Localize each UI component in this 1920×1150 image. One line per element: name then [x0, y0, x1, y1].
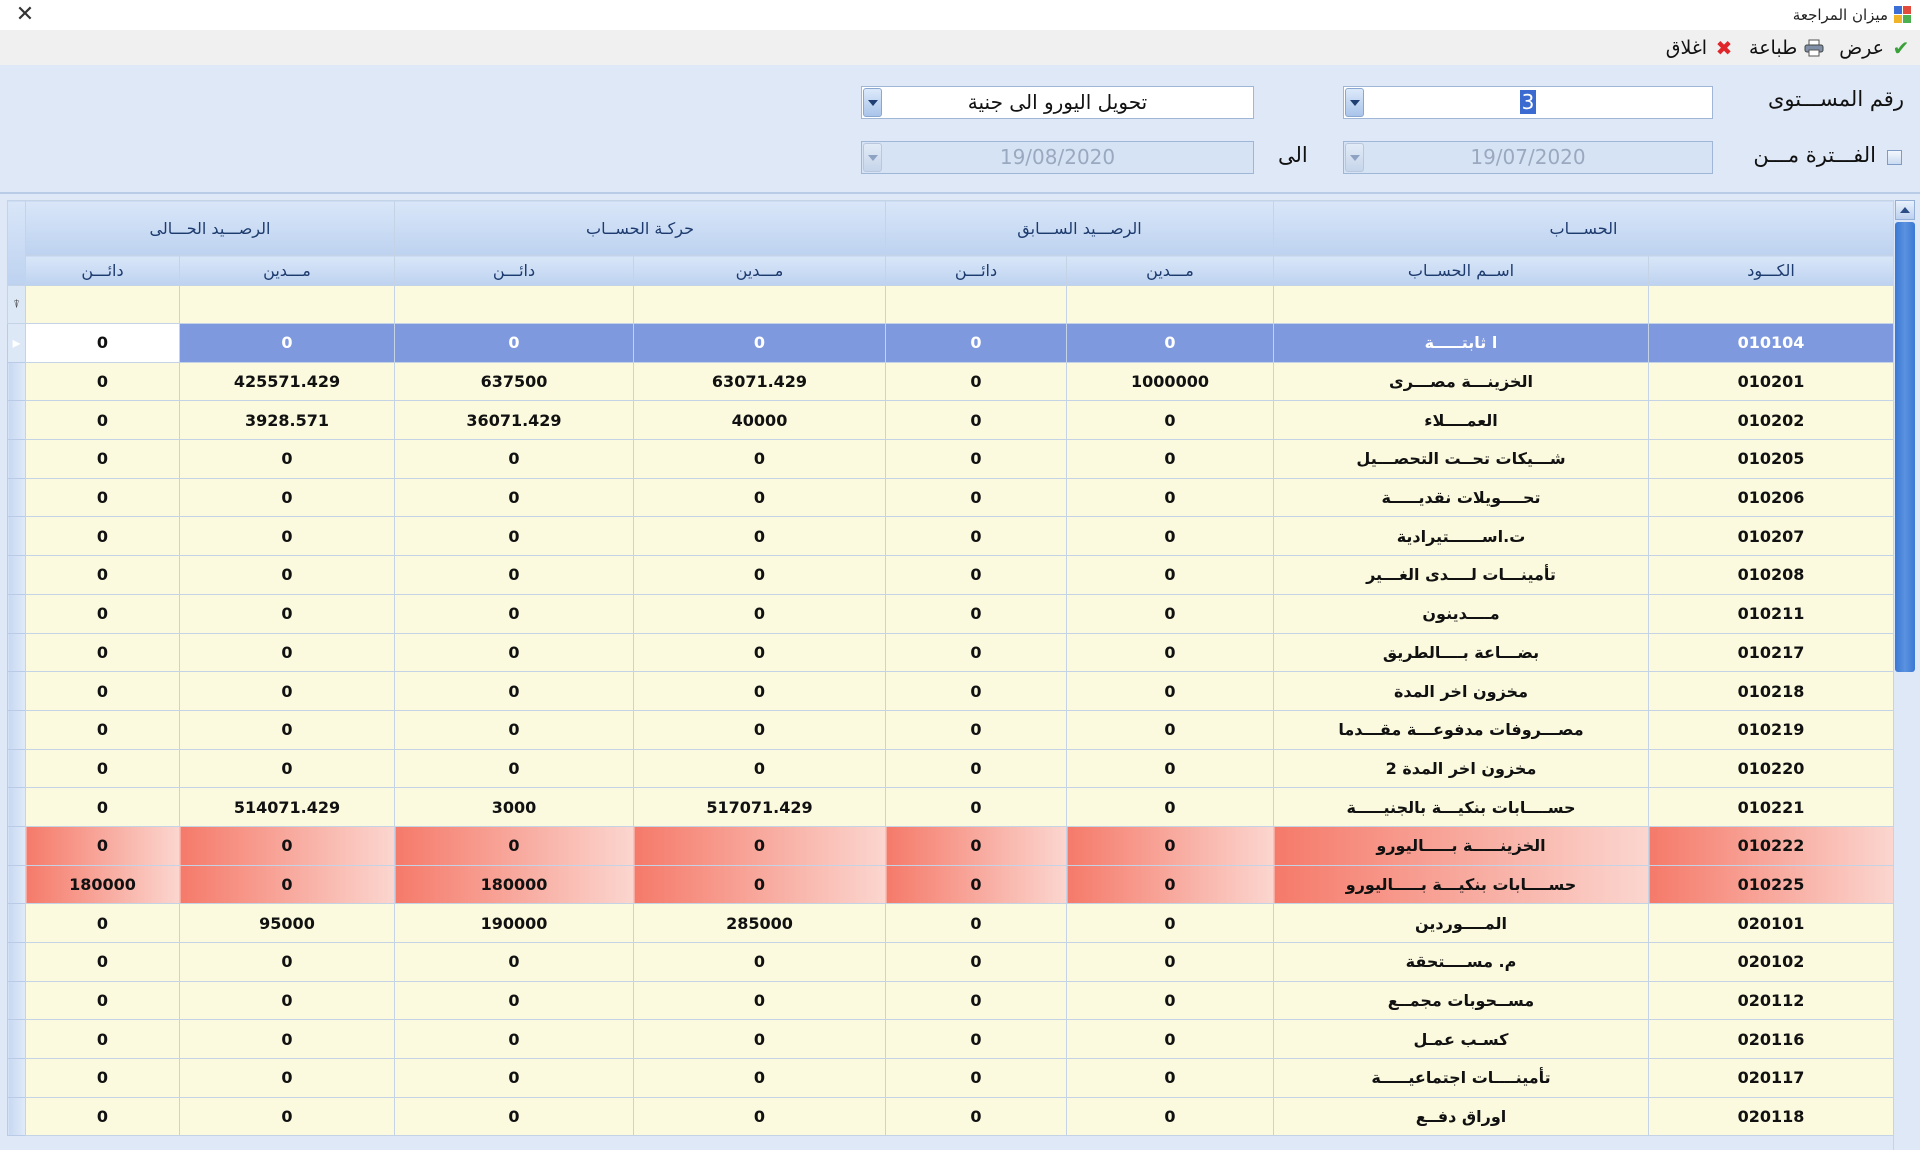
cell-account-name[interactable]: م. مســــتحقة	[1274, 943, 1649, 982]
column-header-code[interactable]: الكـــود	[1649, 256, 1894, 286]
cell-cur-credit[interactable]: 0	[26, 594, 180, 633]
period-to-field[interactable]	[861, 141, 1254, 174]
group-header-previous-balance: الرصـــيد الســـابق	[886, 201, 1274, 256]
level-label: رقم المســـتوى	[1767, 87, 1904, 111]
cell-cur-debit[interactable]: 0	[180, 440, 395, 479]
conversion-value: تحويل اليورو الى جنية	[967, 90, 1148, 114]
cell-cur-debit[interactable]: 0	[180, 478, 395, 517]
cell-cur-debit[interactable]: 0	[180, 943, 395, 982]
cell-prev-debit[interactable]: 0	[1067, 556, 1274, 595]
cell-cur-debit[interactable]: 0	[180, 865, 395, 904]
row-header[interactable]	[8, 904, 26, 943]
group-header-current-balance: الرصـــيد الحـــالى	[26, 201, 395, 256]
cell-account-name[interactable]: مســحوبات مجمــع	[1274, 981, 1649, 1020]
column-header-cur-debit[interactable]: مـــدين	[180, 256, 395, 286]
cell-code[interactable]: 010202	[1649, 401, 1894, 440]
chevron-down-icon[interactable]	[863, 143, 882, 172]
cell-move-credit[interactable]: 0	[395, 594, 634, 633]
row-header[interactable]	[8, 672, 26, 711]
cell-cur-debit[interactable]: 0	[180, 517, 395, 556]
cell-cur-credit[interactable]: 0	[26, 826, 180, 865]
row-header[interactable]	[8, 943, 26, 982]
row-header-corner	[8, 201, 26, 286]
cell-move-debit[interactable]: 0	[634, 749, 886, 788]
auto-filter-row	[8, 286, 1894, 324]
period-from-label: الفـــترة مـــن	[1753, 143, 1876, 167]
cell-prev-credit[interactable]: 0	[886, 865, 1067, 904]
cell-cur-credit[interactable]: 0	[26, 1097, 180, 1136]
cell-move-debit[interactable]: 285000	[634, 904, 886, 943]
cell-code[interactable]: 020118	[1649, 1097, 1894, 1136]
cell-account-name[interactable]: المــــوردين	[1274, 904, 1649, 943]
filter-cell[interactable]	[1649, 286, 1894, 324]
period-to-value: 19/08/2020	[999, 145, 1116, 169]
cell-move-credit[interactable]: 637500	[395, 362, 634, 401]
cell-prev-debit[interactable]: 0	[1067, 943, 1274, 982]
cell-prev-debit[interactable]: 0	[1067, 594, 1274, 633]
filter-cell[interactable]	[395, 286, 634, 324]
cell-move-debit[interactable]: 0	[634, 710, 886, 749]
cell-prev-debit[interactable]: 0	[1067, 517, 1274, 556]
cell-prev-credit[interactable]: 0	[886, 749, 1067, 788]
cell-cur-debit[interactable]: 95000	[180, 904, 395, 943]
cell-prev-credit[interactable]: 0	[886, 1059, 1067, 1098]
column-header-row	[8, 256, 1894, 286]
cell-cur-debit[interactable]: 0	[180, 749, 395, 788]
row-header[interactable]	[8, 594, 26, 633]
cell-prev-debit[interactable]: 0	[1067, 440, 1274, 479]
column-header-prev-credit[interactable]: دائـــن	[886, 256, 1067, 286]
period-from-value: 19/07/2020	[1470, 145, 1586, 169]
cell-move-credit[interactable]: 0	[395, 943, 634, 982]
cell-move-credit[interactable]: 36071.429	[395, 401, 634, 440]
column-header-account-name[interactable]: اســم الحســاب	[1274, 256, 1649, 286]
cell-cur-credit[interactable]: 0	[26, 788, 180, 827]
cell-cur-credit[interactable]: 0	[26, 556, 180, 595]
table-row[interactable]	[8, 556, 1894, 595]
cell-code[interactable]: 010207	[1649, 517, 1894, 556]
period-to-label: الى	[1278, 143, 1308, 167]
cell-move-credit[interactable]: 0	[395, 826, 634, 865]
table-row[interactable]	[8, 865, 1894, 904]
table-row[interactable]	[8, 324, 1894, 363]
table-row[interactable]	[8, 981, 1894, 1020]
row-header[interactable]	[8, 788, 26, 827]
cell-account-name[interactable]: تأمينـــات لــــدى الغـــير	[1274, 556, 1649, 595]
cell-move-debit[interactable]: 0	[634, 826, 886, 865]
cell-code[interactable]: 020117	[1649, 1059, 1894, 1098]
filter-cell[interactable]	[1067, 286, 1274, 324]
table-row[interactable]	[8, 788, 1894, 827]
row-header[interactable]	[8, 478, 26, 517]
cell-move-debit[interactable]: 0	[634, 633, 886, 672]
group-header-row	[8, 201, 1894, 256]
cell-cur-debit[interactable]: 425571.429	[180, 362, 395, 401]
cell-account-name[interactable]: مــــدينون	[1274, 594, 1649, 633]
cell-code[interactable]: 020102	[1649, 943, 1894, 982]
close-window-icon[interactable]: ✕	[15, 2, 35, 27]
level-value: 3	[1521, 90, 1535, 114]
table-row[interactable]	[8, 440, 1894, 479]
cell-move-debit[interactable]: 0	[634, 1020, 886, 1059]
column-header-move-credit[interactable]: دائـــن	[395, 256, 634, 286]
filter-cell[interactable]	[634, 286, 886, 324]
row-header[interactable]	[8, 710, 26, 749]
cell-prev-debit[interactable]: 0	[1067, 710, 1274, 749]
table-row[interactable]	[8, 1020, 1894, 1059]
cell-code[interactable]: 010211	[1649, 594, 1894, 633]
cell-move-debit[interactable]: 0	[634, 981, 886, 1020]
cell-prev-debit[interactable]: 0	[1067, 401, 1274, 440]
filter-cell[interactable]	[886, 286, 1067, 324]
cell-prev-debit[interactable]: 0	[1067, 1020, 1274, 1059]
column-header-prev-debit[interactable]: مـــدين	[1067, 256, 1274, 286]
cell-move-credit[interactable]: 0	[395, 1059, 634, 1098]
cell-move-debit[interactable]: 0	[634, 594, 886, 633]
vertical-scrollbar[interactable]	[1893, 200, 1915, 1150]
cell-move-credit[interactable]: 0	[395, 1097, 634, 1136]
cell-cur-credit[interactable]: 0	[26, 981, 180, 1020]
row-header[interactable]	[8, 749, 26, 788]
cell-code[interactable]: 010208	[1649, 556, 1894, 595]
row-header[interactable]	[8, 826, 26, 865]
cell-move-debit[interactable]: 0	[634, 517, 886, 556]
cell-prev-debit[interactable]: 0	[1067, 324, 1274, 363]
cell-code[interactable]: 020116	[1649, 1020, 1894, 1059]
current-row-pointer-icon[interactable]: ▸	[8, 324, 26, 363]
cell-account-name[interactable]: حســــابات بنكيـــة بالجنيـــــة	[1274, 788, 1649, 827]
cell-cur-credit[interactable]: 0	[26, 1020, 180, 1059]
title-bar	[0, 0, 1920, 30]
group-header-movement: حركـة الحســاب	[395, 201, 886, 256]
cell-move-credit[interactable]: 190000	[395, 904, 634, 943]
cell-code[interactable]: 010222	[1649, 826, 1894, 865]
table-row[interactable]	[8, 943, 1894, 982]
scrollbar-thumb[interactable]	[1895, 222, 1915, 672]
level-combo[interactable]	[1343, 86, 1713, 119]
table-body	[8, 324, 1894, 1136]
cell-code[interactable]: 020101	[1649, 904, 1894, 943]
chevron-down-icon[interactable]	[863, 88, 882, 117]
cell-move-debit[interactable]: 0	[634, 440, 886, 479]
cell-prev-credit[interactable]: 0	[886, 943, 1067, 982]
print-button-label: طباعة	[1749, 36, 1798, 59]
cell-prev-debit[interactable]: 0	[1067, 788, 1274, 827]
cell-move-debit[interactable]: 40000	[634, 401, 886, 440]
cell-code[interactable]: 010201	[1649, 362, 1894, 401]
row-header[interactable]	[8, 633, 26, 672]
cell-move-debit[interactable]: 0	[634, 478, 886, 517]
cell-code[interactable]: 010220	[1649, 749, 1894, 788]
cell-cur-credit[interactable]: 0	[26, 478, 180, 517]
period-from-field[interactable]	[1343, 141, 1713, 174]
cell-move-debit[interactable]: 0	[634, 1059, 886, 1098]
cell-move-credit[interactable]: 180000	[395, 865, 634, 904]
cell-cur-credit[interactable]: 0	[26, 943, 180, 982]
close-button[interactable]	[1666, 37, 1735, 59]
row-header[interactable]	[8, 440, 26, 479]
cell-cur-debit[interactable]: 0	[180, 324, 395, 363]
cell-move-credit[interactable]: 3000	[395, 788, 634, 827]
cell-account-name[interactable]: مخزون اخر المدة	[1274, 672, 1649, 711]
cell-account-name[interactable]: كسـب عمـل	[1274, 1020, 1649, 1059]
cell-account-name[interactable]: مخزون اخر المدة 2	[1274, 749, 1649, 788]
view-button-label: عرض	[1839, 36, 1884, 59]
trial-balance-grid	[0, 192, 1920, 1150]
cell-code[interactable]: 010104	[1649, 324, 1894, 363]
table-row[interactable]	[8, 362, 1894, 401]
table-row[interactable]	[8, 401, 1894, 440]
cell-prev-credit[interactable]: 0	[886, 826, 1067, 865]
cell-move-credit[interactable]: 0	[395, 672, 634, 711]
cell-account-name[interactable]: بضـــاعة بــــالطريق	[1274, 633, 1649, 672]
cell-cur-debit[interactable]: 3928.571	[180, 401, 395, 440]
cell-account-name[interactable]: مصـــروفات مدفوعـــة مقـــدما	[1274, 710, 1649, 749]
cell-move-credit[interactable]: 0	[395, 981, 634, 1020]
cell-prev-credit[interactable]: 0	[886, 478, 1067, 517]
chevron-down-icon[interactable]	[1345, 88, 1364, 117]
table-row[interactable]	[8, 749, 1894, 788]
cell-cur-debit[interactable]: 0	[180, 556, 395, 595]
table-row[interactable]	[8, 594, 1894, 633]
cell-cur-credit[interactable]: 0	[26, 440, 180, 479]
cell-move-credit[interactable]: 0	[395, 749, 634, 788]
cell-account-name[interactable]: اوراق دفــع	[1274, 1097, 1649, 1136]
cell-move-credit[interactable]: 0	[395, 556, 634, 595]
cell-prev-debit[interactable]: 0	[1067, 633, 1274, 672]
cell-cur-credit[interactable]: 0	[26, 749, 180, 788]
cell-account-name[interactable]: ا ثابتـــــة	[1274, 324, 1649, 363]
column-header-cur-credit[interactable]: دائـــن	[26, 256, 180, 286]
filter-panel	[0, 65, 1920, 192]
cell-cur-debit[interactable]: 0	[180, 1097, 395, 1136]
cell-account-name[interactable]: حســــابات بنكيـــة بـــــاليورو	[1274, 865, 1649, 904]
cell-code[interactable]: 010219	[1649, 710, 1894, 749]
cell-prev-credit[interactable]: 0	[886, 904, 1067, 943]
cell-account-name[interactable]: تأمينــــات اجتماعيـــــة	[1274, 1059, 1649, 1098]
cell-code[interactable]: 020112	[1649, 981, 1894, 1020]
cell-code[interactable]: 010206	[1649, 478, 1894, 517]
checkmark-icon: ✔	[1892, 35, 1910, 60]
table-row[interactable]	[8, 478, 1894, 517]
cell-move-debit[interactable]: 0	[634, 672, 886, 711]
cell-move-credit[interactable]: 0	[395, 517, 634, 556]
cell-prev-credit[interactable]: 0	[886, 981, 1067, 1020]
cell-prev-debit[interactable]: 1000000	[1067, 362, 1274, 401]
window-title-group	[1793, 4, 1912, 26]
cell-move-debit[interactable]: 0	[634, 943, 886, 982]
cell-prev-credit[interactable]: 0	[886, 594, 1067, 633]
column-header-move-debit[interactable]: مـــدين	[634, 256, 886, 286]
cell-move-credit[interactable]: 0	[395, 324, 634, 363]
cell-cur-credit[interactable]: 0	[26, 710, 180, 749]
cell-code[interactable]: 010205	[1649, 440, 1894, 479]
cell-cur-debit[interactable]: 0	[180, 633, 395, 672]
row-header[interactable]	[8, 1097, 26, 1136]
cell-cur-debit[interactable]: 0	[180, 1020, 395, 1059]
cell-move-debit[interactable]: 0	[634, 324, 886, 363]
group-header-account: الحســـاب	[1274, 201, 1894, 256]
cell-prev-debit[interactable]: 0	[1067, 672, 1274, 711]
cell-cur-credit[interactable]: 0	[26, 324, 180, 363]
filter-cell[interactable]	[26, 286, 180, 324]
cell-prev-debit[interactable]: 0	[1067, 865, 1274, 904]
row-header[interactable]	[8, 362, 26, 401]
table-row[interactable]	[8, 1097, 1894, 1136]
accounts-table	[7, 200, 1894, 1136]
row-header[interactable]	[8, 401, 26, 440]
cell-move-credit[interactable]: 0	[395, 710, 634, 749]
cell-cur-credit[interactable]: 0	[26, 1059, 180, 1098]
print-button[interactable]	[1749, 37, 1825, 59]
window-title: ميزان المراجعة	[1792, 6, 1888, 24]
cell-cur-credit[interactable]: 0	[26, 401, 180, 440]
filter-cell[interactable]	[1274, 286, 1649, 324]
cell-cur-credit[interactable]: 0	[26, 633, 180, 672]
cell-prev-credit[interactable]: 0	[886, 672, 1067, 711]
printer-icon	[1803, 37, 1825, 59]
cell-move-credit[interactable]: 0	[395, 440, 634, 479]
table-row[interactable]	[8, 826, 1894, 865]
table-row[interactable]	[8, 672, 1894, 711]
cell-move-debit[interactable]: 517071.429	[634, 788, 886, 827]
cell-prev-debit[interactable]: 0	[1067, 749, 1274, 788]
cell-cur-debit[interactable]: 514071.429	[180, 788, 395, 827]
chevron-down-icon[interactable]	[1345, 143, 1364, 172]
cell-account-name[interactable]: شـــيكات تحــت التحصـــيل	[1274, 440, 1649, 479]
cell-prev-debit[interactable]: 0	[1067, 981, 1274, 1020]
cell-prev-debit[interactable]: 0	[1067, 1097, 1274, 1136]
row-header[interactable]	[8, 1020, 26, 1059]
row-header[interactable]	[8, 865, 26, 904]
cell-cur-debit[interactable]: 0	[180, 981, 395, 1020]
cell-move-debit[interactable]: 63071.429	[634, 362, 886, 401]
cell-cur-debit[interactable]: 0	[180, 594, 395, 633]
cell-prev-debit[interactable]: 0	[1067, 1059, 1274, 1098]
cell-code[interactable]: 010217	[1649, 633, 1894, 672]
cell-cur-debit[interactable]: 0	[180, 672, 395, 711]
cell-account-name[interactable]: العمــــلاء	[1274, 401, 1649, 440]
cell-cur-credit[interactable]: 0	[26, 362, 180, 401]
conversion-combo[interactable]	[861, 86, 1254, 119]
cell-prev-debit[interactable]: 0	[1067, 826, 1274, 865]
close-button-label: اغلاق	[1665, 36, 1708, 59]
row-header[interactable]	[8, 1059, 26, 1098]
cell-move-credit[interactable]: 0	[395, 633, 634, 672]
toolbar	[0, 30, 1920, 65]
cell-prev-credit[interactable]: 0	[886, 440, 1067, 479]
table-row[interactable]	[8, 1059, 1894, 1098]
table-row[interactable]	[8, 633, 1894, 672]
cell-cur-debit[interactable]: 0	[180, 710, 395, 749]
table-row[interactable]	[8, 904, 1894, 943]
cell-account-name[interactable]: الخزينـــة مصـــرى	[1274, 362, 1649, 401]
cell-account-name[interactable]: تحــــويلات نقديـــــة	[1274, 478, 1649, 517]
cell-prev-credit[interactable]: 0	[886, 401, 1067, 440]
cell-account-name[interactable]: الخزينـــــة بـــــاليورو	[1274, 826, 1649, 865]
period-checkbox[interactable]	[1887, 150, 1902, 165]
cell-cur-debit[interactable]: 0	[180, 1059, 395, 1098]
cell-move-credit[interactable]: 0	[395, 478, 634, 517]
cell-cur-credit[interactable]: 0	[26, 672, 180, 711]
cell-move-debit[interactable]: 0	[634, 865, 886, 904]
app-icon	[1894, 6, 1912, 24]
cell-move-debit[interactable]: 0	[634, 556, 886, 595]
row-header[interactable]	[8, 517, 26, 556]
cell-prev-credit[interactable]: 0	[886, 633, 1067, 672]
cell-code[interactable]: 010221	[1649, 788, 1894, 827]
cell-cur-debit[interactable]: 0	[180, 826, 395, 865]
filter-icon[interactable]: ⍒	[8, 286, 26, 324]
filter-cell[interactable]	[180, 286, 395, 324]
row-header[interactable]	[8, 981, 26, 1020]
cell-move-credit[interactable]: 0	[395, 1020, 634, 1059]
row-header[interactable]	[8, 556, 26, 595]
table-row[interactable]	[8, 517, 1894, 556]
cell-prev-credit[interactable]: 0	[886, 1097, 1067, 1136]
table-row[interactable]	[8, 710, 1894, 749]
cell-cur-credit[interactable]: 0	[26, 517, 180, 556]
cell-prev-debit[interactable]: 0	[1067, 904, 1274, 943]
cell-prev-credit[interactable]: 0	[886, 556, 1067, 595]
cell-prev-credit[interactable]: 0	[886, 362, 1067, 401]
cell-prev-credit[interactable]: 0	[886, 517, 1067, 556]
cell-prev-credit[interactable]: 0	[886, 1020, 1067, 1059]
cell-account-name[interactable]: ت.اســــــتيرادية	[1274, 517, 1649, 556]
cell-prev-credit[interactable]: 0	[886, 324, 1067, 363]
cell-cur-credit[interactable]: 0	[26, 904, 180, 943]
cell-prev-credit[interactable]: 0	[886, 788, 1067, 827]
cell-move-debit[interactable]: 0	[634, 1097, 886, 1136]
cell-code[interactable]: 010218	[1649, 672, 1894, 711]
red-x-icon: ✖	[1715, 35, 1733, 60]
cell-code[interactable]: 010225	[1649, 865, 1894, 904]
scroll-up-icon[interactable]	[1895, 200, 1915, 220]
cell-prev-credit[interactable]: 0	[886, 710, 1067, 749]
cell-prev-debit[interactable]: 0	[1067, 478, 1274, 517]
view-button[interactable]	[1839, 37, 1912, 59]
cell-cur-credit[interactable]: 180000	[26, 865, 180, 904]
